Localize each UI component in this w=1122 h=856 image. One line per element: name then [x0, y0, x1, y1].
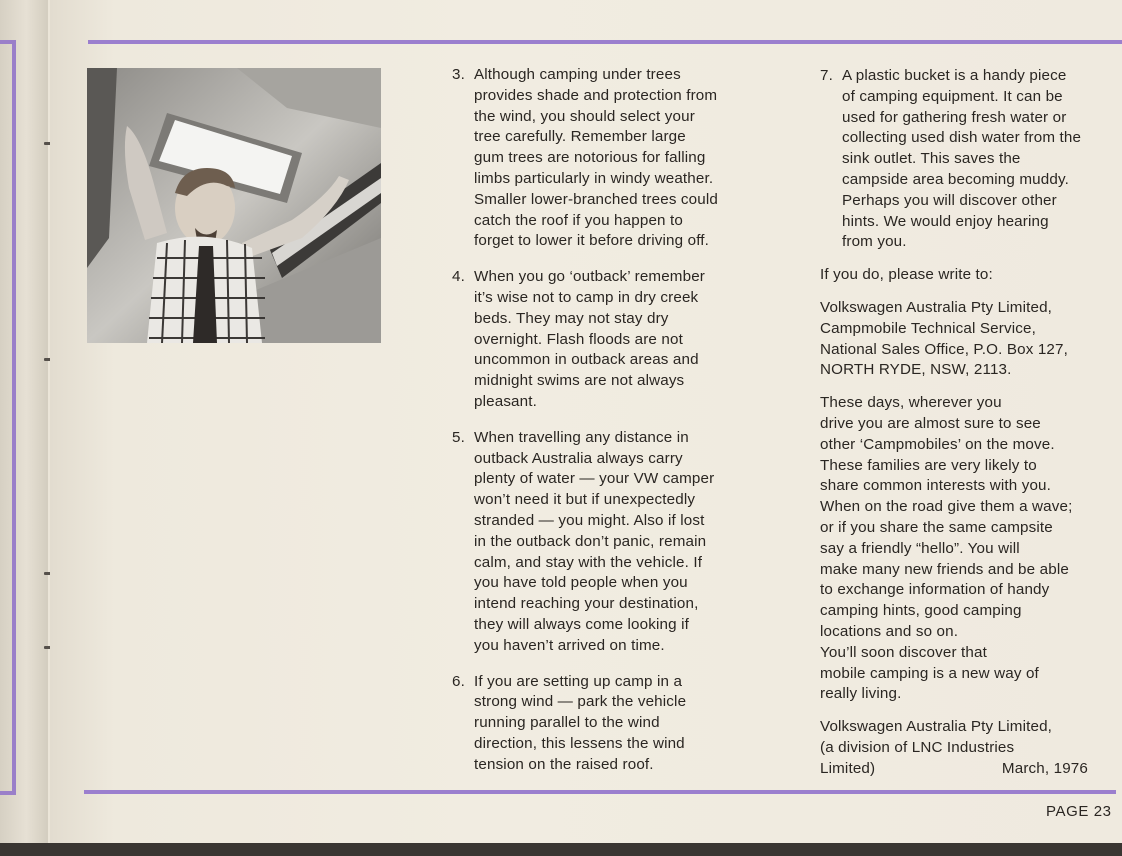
text-line: to exchange information of handy [820, 581, 1050, 599]
text-line: or if you share the same campsite [820, 518, 1053, 536]
text-line: When on the road give them a wave; [820, 498, 1073, 516]
left-page-border [0, 40, 16, 795]
text-line: collecting used dish water from the [842, 129, 1082, 147]
text-line: used for gathering fresh water or [842, 108, 1067, 126]
tip-item [820, 66, 1120, 253]
text-line: outback Australia always carry [474, 449, 683, 467]
text-line: These days, wherever you [820, 394, 1002, 412]
closing-paragraph [820, 393, 1120, 705]
text-line: uncommon in outback areas and [474, 351, 699, 369]
text-line: tension on the raised roof. [474, 755, 654, 773]
text-line: intend reaching your destination, [474, 595, 699, 613]
text-line: plenty of water — your VW camper [474, 470, 715, 488]
text-line: in the outback don’t panic, remain [474, 532, 707, 550]
text-line: When you go ‘outback’ remember [474, 268, 706, 286]
text-line: forget to lower it before driving off. [474, 232, 710, 250]
tip-number: 4. [452, 268, 465, 286]
text-line: other ‘Campmobiles’ on the move. [820, 435, 1055, 453]
text-line: Volkswagen Australia Pty Limited, [820, 718, 1053, 736]
text-line: These families are very likely to [820, 456, 1037, 474]
tips-column-left [452, 65, 772, 791]
publication-date: March, 1976 [1001, 759, 1088, 777]
write-intro [820, 265, 1120, 286]
text-line: tree carefully. Remember large [474, 128, 686, 146]
text-line: gum trees are notorious for falling [474, 149, 706, 167]
text-line: running parallel to the wind [474, 714, 660, 732]
tip-number: 5. [452, 428, 465, 446]
text-line: you haven’t arrived on time. [474, 636, 665, 654]
text-line: You’ll soon discover that [820, 643, 987, 661]
text-line: midnight swims are not always [474, 372, 685, 390]
text-line: the wind, you should select your [474, 107, 695, 125]
text-line: beds. They may not stay dry [474, 309, 669, 327]
text-line: When travelling any distance in [474, 428, 689, 446]
photo-illustration [87, 68, 381, 343]
text-line: make many new friends and be able [820, 560, 1069, 578]
tip-item [452, 65, 772, 252]
text-line: If you do, please write to: [820, 266, 993, 284]
text-line: calm, and stay with the vehicle. If [474, 553, 703, 571]
tip-number: 6. [452, 672, 465, 690]
text-line: Volkswagen Australia Pty Limited, [820, 298, 1053, 316]
signature-last-line [820, 759, 1088, 780]
text-line: of camping equipment. It can be [842, 87, 1063, 105]
text-line: catch the roof if you happen to [474, 211, 683, 229]
man-opening-pop-top-roof-photo [87, 68, 381, 343]
text-line: Smaller lower-branched trees could [474, 190, 718, 208]
text-line: A plastic bucket is a handy piece [842, 67, 1067, 84]
text-line: locations and so on. [820, 622, 959, 640]
signature-company-end: Limited) [820, 759, 876, 777]
text-line: National Sales Office, P.O. Box 127, [820, 340, 1068, 358]
tip-item [452, 428, 772, 657]
scan-edge [0, 843, 1122, 856]
text-line: you have told people when you [474, 574, 688, 592]
top-rule [88, 40, 1122, 44]
text-line: won’t need it but if unexpectedly [474, 491, 696, 509]
text-line: it’s wise not to camp in dry creek [474, 288, 699, 306]
text-line: Campmobile Technical Service, [820, 319, 1036, 337]
mailing-address [820, 298, 1120, 381]
text-line: drive you are almost sure to see [820, 414, 1041, 432]
text-line: share common interests with you. [820, 477, 1052, 495]
tip-number: 3. [452, 66, 465, 83]
text-line: pleasant. [474, 392, 537, 410]
tip-number: 7. [820, 67, 833, 84]
text-line: direction, this lessens the wind [474, 734, 685, 752]
page-number: PAGE 23 [1046, 803, 1112, 820]
tips-column-right [820, 66, 1120, 792]
tip-item [452, 672, 772, 776]
text-line: (a division of LNC Industries [820, 738, 1015, 756]
text-line: If you are setting up camp in a [474, 672, 683, 690]
text-line: Perhaps you will discover other [842, 191, 1057, 209]
text-line: campside area becoming muddy. [842, 170, 1069, 188]
tip-item [452, 267, 772, 413]
text-line: say a friendly “hello”. You will [820, 539, 1020, 557]
text-line: limbs particularly in windy weather. [474, 169, 714, 187]
text-line: strong wind — park the vehicle [474, 693, 687, 711]
text-line: they will always come looking if [474, 615, 689, 633]
text-line: camping hints, good camping [820, 602, 1022, 620]
text-line: stranded — you might. Also if lost [474, 511, 705, 529]
text-line: really living. [820, 685, 902, 703]
text-line: Although camping under trees [474, 66, 681, 83]
text-line: from you. [842, 233, 907, 251]
text-line: overnight. Flash floods are not [474, 330, 683, 348]
text-line: provides shade and protection from [474, 86, 718, 104]
text-line: sink outlet. This saves the [842, 150, 1021, 168]
signature-block [820, 717, 1120, 779]
text-line: NORTH RYDE, NSW, 2113. [820, 361, 1012, 379]
text-line: mobile camping is a new way of [820, 664, 1039, 682]
text-line: hints. We would enjoy hearing [842, 212, 1049, 230]
